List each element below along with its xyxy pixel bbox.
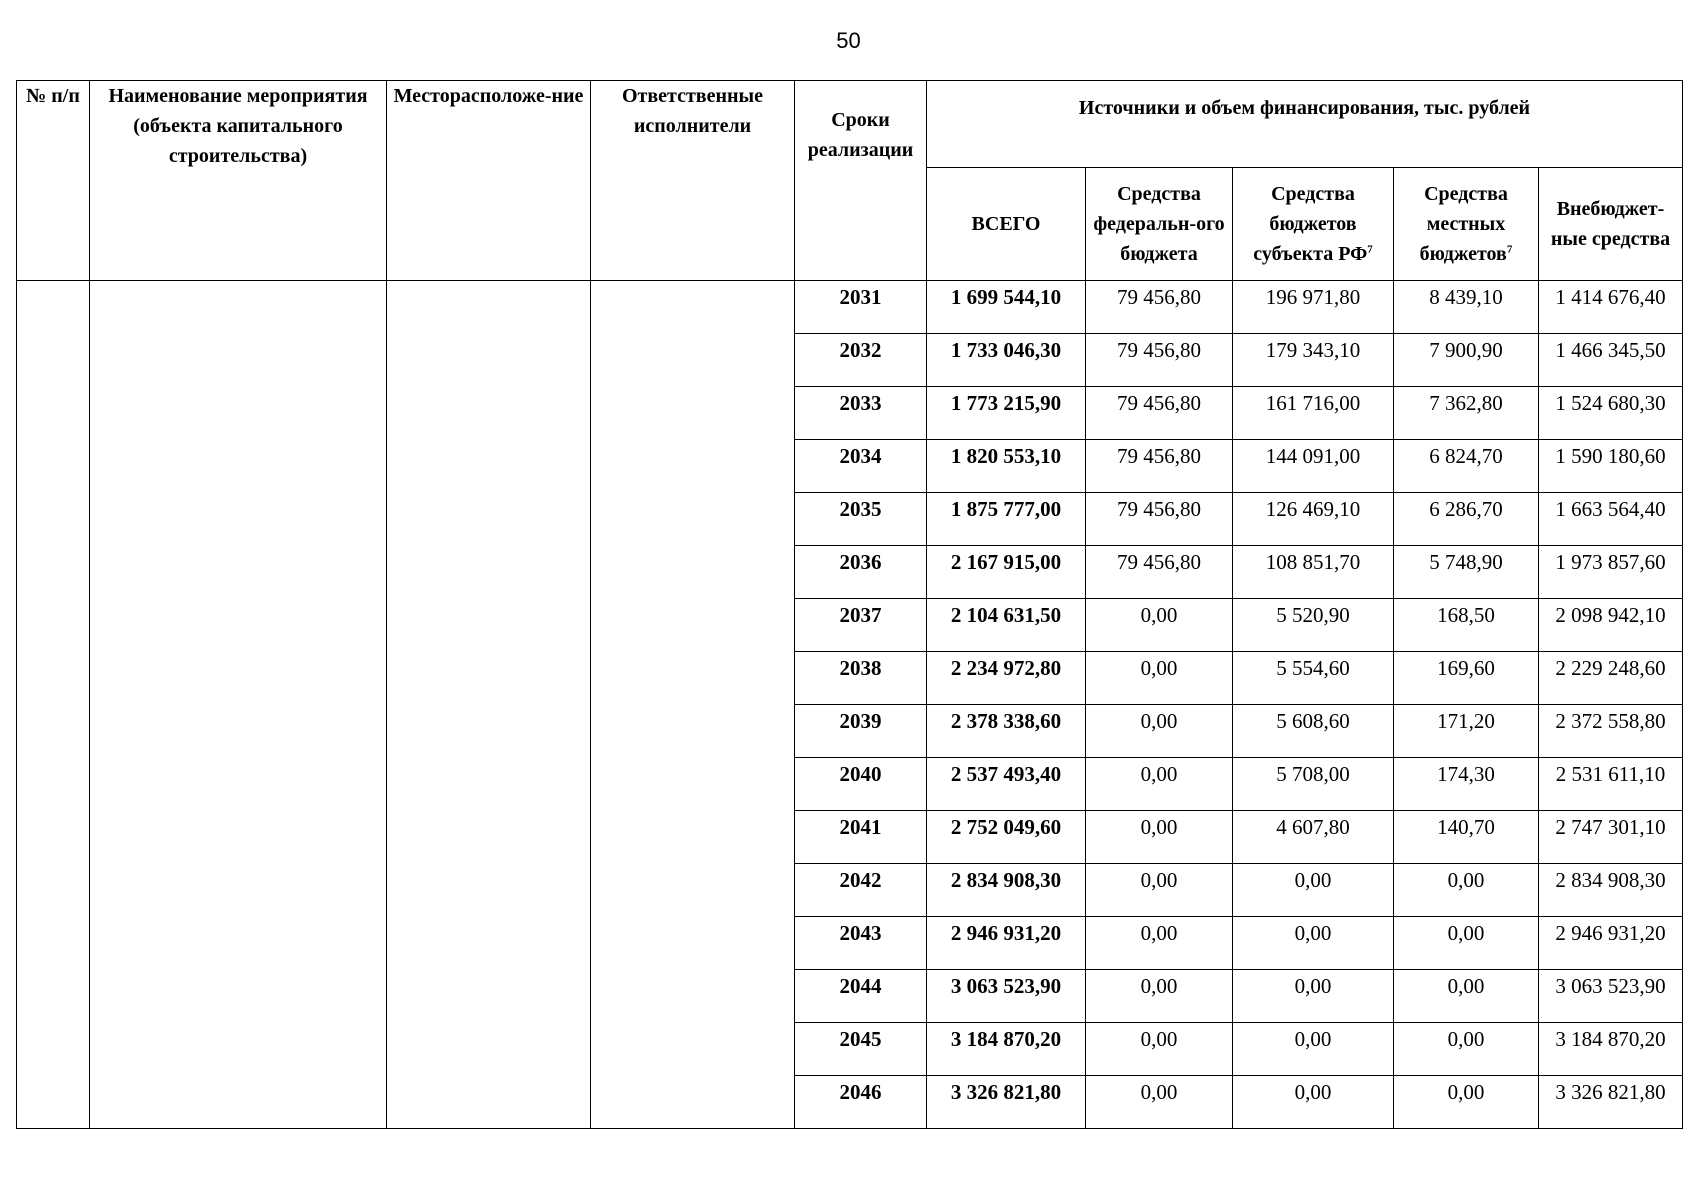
cell-extra: 2 946 931,20	[1539, 917, 1683, 970]
page-number: 50	[836, 28, 861, 53]
cell-total: 2 752 049,60	[927, 811, 1086, 864]
cell-local: 8 439,10	[1394, 281, 1539, 334]
cell-subject: 108 851,70	[1233, 546, 1394, 599]
empty-location-cell	[387, 281, 591, 1129]
cell-subject: 196 971,80	[1233, 281, 1394, 334]
cell-extra: 3 184 870,20	[1539, 1023, 1683, 1076]
cell-year: 2042	[795, 864, 927, 917]
cell-total: 1 820 553,10	[927, 440, 1086, 493]
cell-subject: 4 607,80	[1233, 811, 1394, 864]
empty-executors-cell	[591, 281, 795, 1129]
cell-local: 140,70	[1394, 811, 1539, 864]
cell-local: 5 748,90	[1394, 546, 1539, 599]
table-row	[17, 281, 1683, 334]
cell-total: 3 326 821,80	[927, 1076, 1086, 1129]
cell-extra: 2 372 558,80	[1539, 705, 1683, 758]
cell-subject: 0,00	[1233, 970, 1394, 1023]
cell-subject: 0,00	[1233, 1076, 1394, 1129]
cell-federal: 79 456,80	[1086, 440, 1233, 493]
cell-extra: 1 524 680,30	[1539, 387, 1683, 440]
cell-subject: 0,00	[1233, 864, 1394, 917]
cell-year: 2038	[795, 652, 927, 705]
cell-subject: 161 716,00	[1233, 387, 1394, 440]
cell-subject: 5 608,60	[1233, 705, 1394, 758]
cell-federal: 79 456,80	[1086, 493, 1233, 546]
header-num: № п/п	[17, 81, 90, 281]
cell-subject: 144 091,00	[1233, 440, 1394, 493]
cell-extra: 2 229 248,60	[1539, 652, 1683, 705]
cell-total: 1 875 777,00	[927, 493, 1086, 546]
cell-federal: 0,00	[1086, 864, 1233, 917]
cell-extra: 1 466 345,50	[1539, 334, 1683, 387]
cell-subject: 5 708,00	[1233, 758, 1394, 811]
cell-total: 3 184 870,20	[927, 1023, 1086, 1076]
header-subject-text: Средства бюджетов субъекта РФ	[1253, 183, 1368, 265]
cell-local: 174,30	[1394, 758, 1539, 811]
cell-federal: 0,00	[1086, 1023, 1233, 1076]
empty-name-cell	[90, 281, 387, 1129]
cell-subject: 5 520,90	[1233, 599, 1394, 652]
cell-year: 2045	[795, 1023, 927, 1076]
header-location: Месторасположе-ние	[387, 81, 591, 281]
cell-federal: 0,00	[1086, 1076, 1233, 1129]
cell-extra: 2 531 611,10	[1539, 758, 1683, 811]
cell-federal: 0,00	[1086, 811, 1233, 864]
cell-total: 1 699 544,10	[927, 281, 1086, 334]
cell-year: 2032	[795, 334, 927, 387]
cell-local: 7 362,80	[1394, 387, 1539, 440]
empty-num-cell	[17, 281, 90, 1129]
header-total: ВСЕГО	[927, 168, 1086, 281]
table-header	[17, 81, 1683, 281]
header-name: Наименование мероприятия (объекта капитального строительства)	[90, 81, 387, 281]
header-subject	[1233, 168, 1394, 281]
cell-federal: 0,00	[1086, 970, 1233, 1023]
cell-local: 168,50	[1394, 599, 1539, 652]
cell-federal: 0,00	[1086, 599, 1233, 652]
header-local-footnote: 7	[1506, 243, 1513, 256]
cell-year: 2035	[795, 493, 927, 546]
cell-total: 2 104 631,50	[927, 599, 1086, 652]
cell-total: 1 733 046,30	[927, 334, 1086, 387]
cell-local: 0,00	[1394, 1023, 1539, 1076]
cell-total: 2 537 493,40	[927, 758, 1086, 811]
cell-local: 0,00	[1394, 864, 1539, 917]
cell-extra: 3 326 821,80	[1539, 1076, 1683, 1129]
header-extra: Внебюджет-ные средства	[1539, 168, 1683, 281]
cell-total: 2 834 908,30	[927, 864, 1086, 917]
cell-total: 2 167 915,00	[927, 546, 1086, 599]
cell-total: 2 378 338,60	[927, 705, 1086, 758]
cell-local: 6 286,70	[1394, 493, 1539, 546]
cell-local: 171,20	[1394, 705, 1539, 758]
cell-federal: 0,00	[1086, 917, 1233, 970]
header-local	[1394, 168, 1539, 281]
header-federal: Средства федеральн-ого бюджета	[1086, 168, 1233, 281]
header-subject-footnote: 7	[1367, 243, 1373, 256]
cell-local: 6 824,70	[1394, 440, 1539, 493]
table-body	[17, 281, 1683, 1129]
cell-year: 2039	[795, 705, 927, 758]
cell-federal: 79 456,80	[1086, 387, 1233, 440]
cell-local: 169,60	[1394, 652, 1539, 705]
cell-subject: 179 343,10	[1233, 334, 1394, 387]
cell-local: 0,00	[1394, 917, 1539, 970]
cell-extra: 2 747 301,10	[1539, 811, 1683, 864]
cell-extra: 3 063 523,90	[1539, 970, 1683, 1023]
cell-year: 2036	[795, 546, 927, 599]
cell-extra: 2 098 942,10	[1539, 599, 1683, 652]
cell-extra: 1 663 564,40	[1539, 493, 1683, 546]
cell-year: 2031	[795, 281, 927, 334]
cell-year: 2041	[795, 811, 927, 864]
cell-extra: 1 590 180,60	[1539, 440, 1683, 493]
cell-federal: 79 456,80	[1086, 546, 1233, 599]
cell-total: 2 946 931,20	[927, 917, 1086, 970]
cell-local: 0,00	[1394, 970, 1539, 1023]
header-sources: Источники и объем финансирования, тыс. рублей	[927, 81, 1683, 168]
cell-subject: 0,00	[1233, 917, 1394, 970]
cell-subject: 126 469,10	[1233, 493, 1394, 546]
cell-extra: 1 973 857,60	[1539, 546, 1683, 599]
cell-total: 3 063 523,90	[927, 970, 1086, 1023]
header-terms: Сроки реализации	[795, 81, 927, 281]
header-executors: Ответственные исполнители	[591, 81, 795, 281]
cell-total: 1 773 215,90	[927, 387, 1086, 440]
cell-federal: 79 456,80	[1086, 281, 1233, 334]
cell-local: 7 900,90	[1394, 334, 1539, 387]
cell-total: 2 234 972,80	[927, 652, 1086, 705]
cell-local: 0,00	[1394, 1076, 1539, 1129]
cell-subject: 5 554,60	[1233, 652, 1394, 705]
cell-year: 2034	[795, 440, 927, 493]
cell-year: 2037	[795, 599, 927, 652]
funding-table	[16, 80, 1683, 1129]
cell-year: 2043	[795, 917, 927, 970]
cell-federal: 79 456,80	[1086, 334, 1233, 387]
cell-year: 2040	[795, 758, 927, 811]
cell-extra: 2 834 908,30	[1539, 864, 1683, 917]
cell-year: 2044	[795, 970, 927, 1023]
cell-subject: 0,00	[1233, 1023, 1394, 1076]
cell-federal: 0,00	[1086, 705, 1233, 758]
header-local-text: Средства местных бюджетов	[1419, 183, 1508, 265]
cell-year: 2033	[795, 387, 927, 440]
cell-federal: 0,00	[1086, 758, 1233, 811]
cell-federal: 0,00	[1086, 652, 1233, 705]
cell-year: 2046	[795, 1076, 927, 1129]
cell-extra: 1 414 676,40	[1539, 281, 1683, 334]
